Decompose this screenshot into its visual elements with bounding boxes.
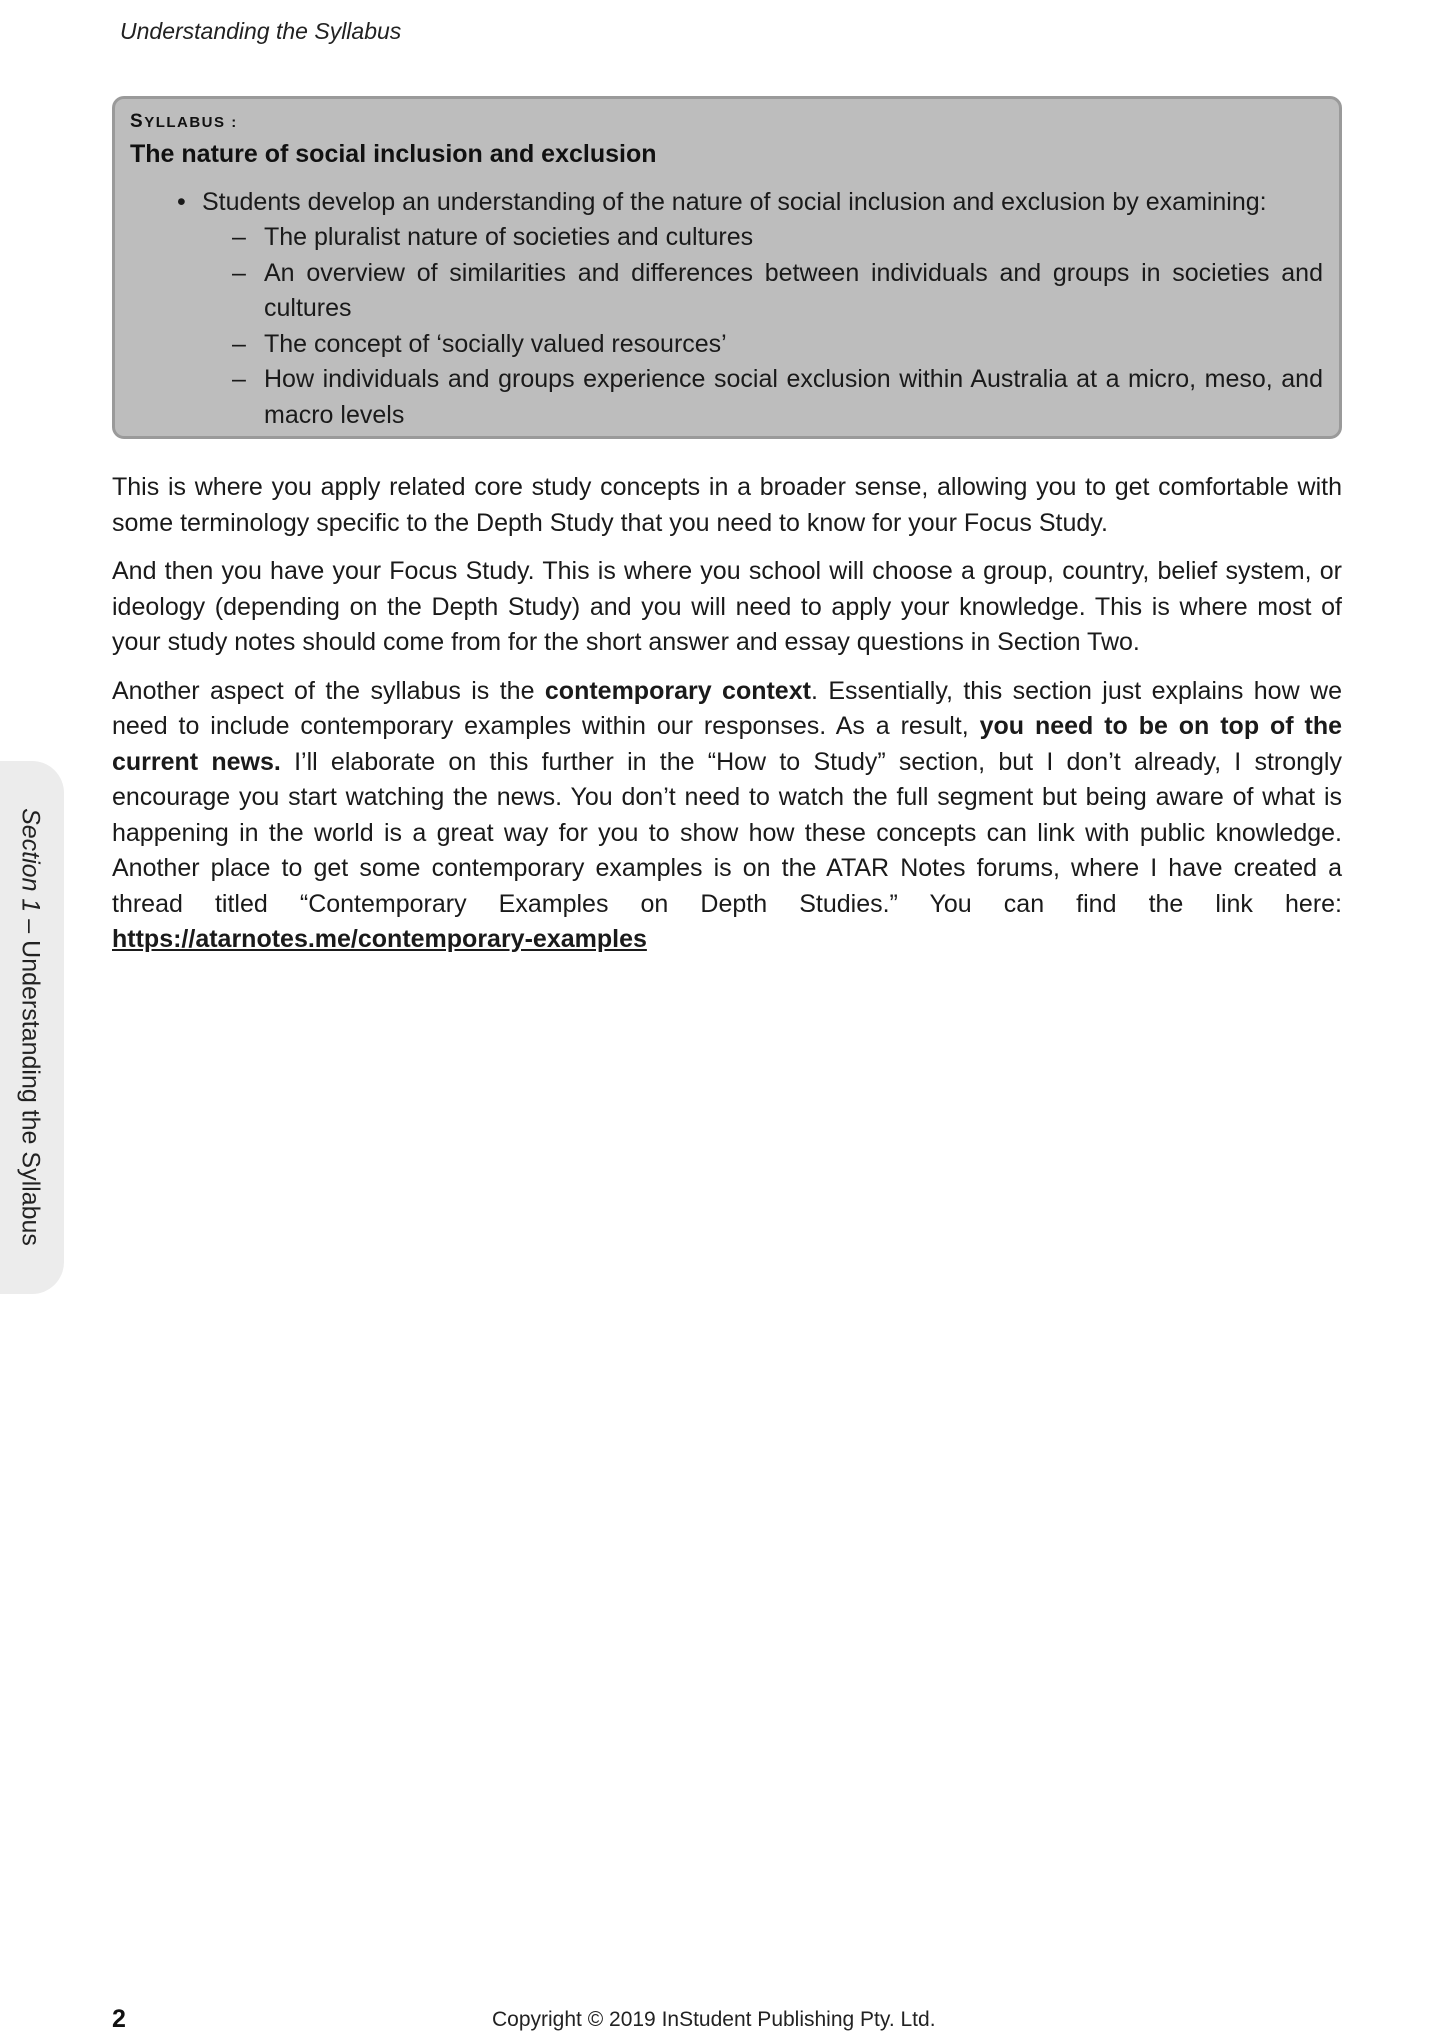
section-title: – Understanding the Syllabus [16,912,45,1246]
dash-marker: – [232,365,246,393]
body-text [112,470,1342,971]
syllabus-sub-list [130,220,1325,433]
syllabus-sub-item [130,362,1325,433]
syllabus-sub-item-text: How individuals and groups experience social exclusion within Australia at a micro, meso, and macro levels [264,365,1323,429]
syllabus-title: The nature of social inclusion and exclusion [130,140,657,168]
contemporary-examples-link[interactable]: https://atarnotes.me/contemporary-examples [112,925,647,953]
paragraph-text: Another aspect of the syllabus is the [112,676,545,705]
syllabus-bullet [130,185,1325,220]
syllabus-label [130,110,1325,135]
syllabus-box [112,96,1342,439]
syllabus-sub-item-text: An overview of similarities and differences between individuals and groups in societies and cultures [264,258,1323,322]
copyright-notice: Copyright © 2019 InStudent Publishing Pty. Ltd. [492,2008,936,2031]
paragraph-focus-study: And then you have your Focus Study. This is where you school will choose a group, country, belief system, or ideology (depending on the Depth Study) and you will need to apply your knowledge. This is where most of your study notes should come from for the short answer and essay questions in Section Two. [112,557,1342,656]
syllabus-sub-item-text: The concept of ‘socially valued resources’ [264,329,727,358]
syllabus-label-initial: S [130,111,145,132]
bullet-marker: • [177,188,186,216]
emphasis-contemporary-context: contemporary context [544,676,811,705]
paragraph-text: . Essentially, this section just explains how we need to include contemporary examples within our responses. As a result, [112,676,1342,740]
syllabus-bullet-text: Students develop an understanding of the nature of social inclusion and exclusion by examining: [202,188,1267,216]
syllabus-sub-item [130,327,1325,363]
syllabus-sub-item [130,256,1325,327]
dash-marker: – [232,329,246,358]
dash-marker: – [232,223,246,251]
page-number: 2 [112,2005,126,2033]
running-header: Understanding the Syllabus [120,18,402,44]
paragraph-text: I’ll elaborate on this further in the “How to Study” section, but I don’t already, I strongly encourage you start watching the news. You don’t need to watch the full segment but being aware of what is happening in the world is a great way for you to show how these concepts can link with public knowledge. Another place to get some contemporary examples is on the ATAR Notes forums, where I have created a thread titled “Contemporary Examples on Depth Studies.” You can find the link here: [112,747,1342,918]
section-side-tab-label [16,808,45,1246]
emphasis-current-news: you need to be on top of the current news. [112,712,1342,776]
dash-marker: – [232,258,246,287]
syllabus-label-rest: YLLABUS : [144,114,238,131]
syllabus-sub-item-text: The pluralist nature of societies and cultures [264,223,754,251]
syllabus-sub-item [130,220,1325,256]
paragraph-contemporary-context [112,674,1342,958]
section-number: Section 1 [16,808,45,913]
paragraph-core-concepts: This is where you apply related core study concepts in a broader sense, allowing you to get comfortable with some terminology specific to the Depth Study that you need to know for your Focus Study. [112,473,1342,537]
